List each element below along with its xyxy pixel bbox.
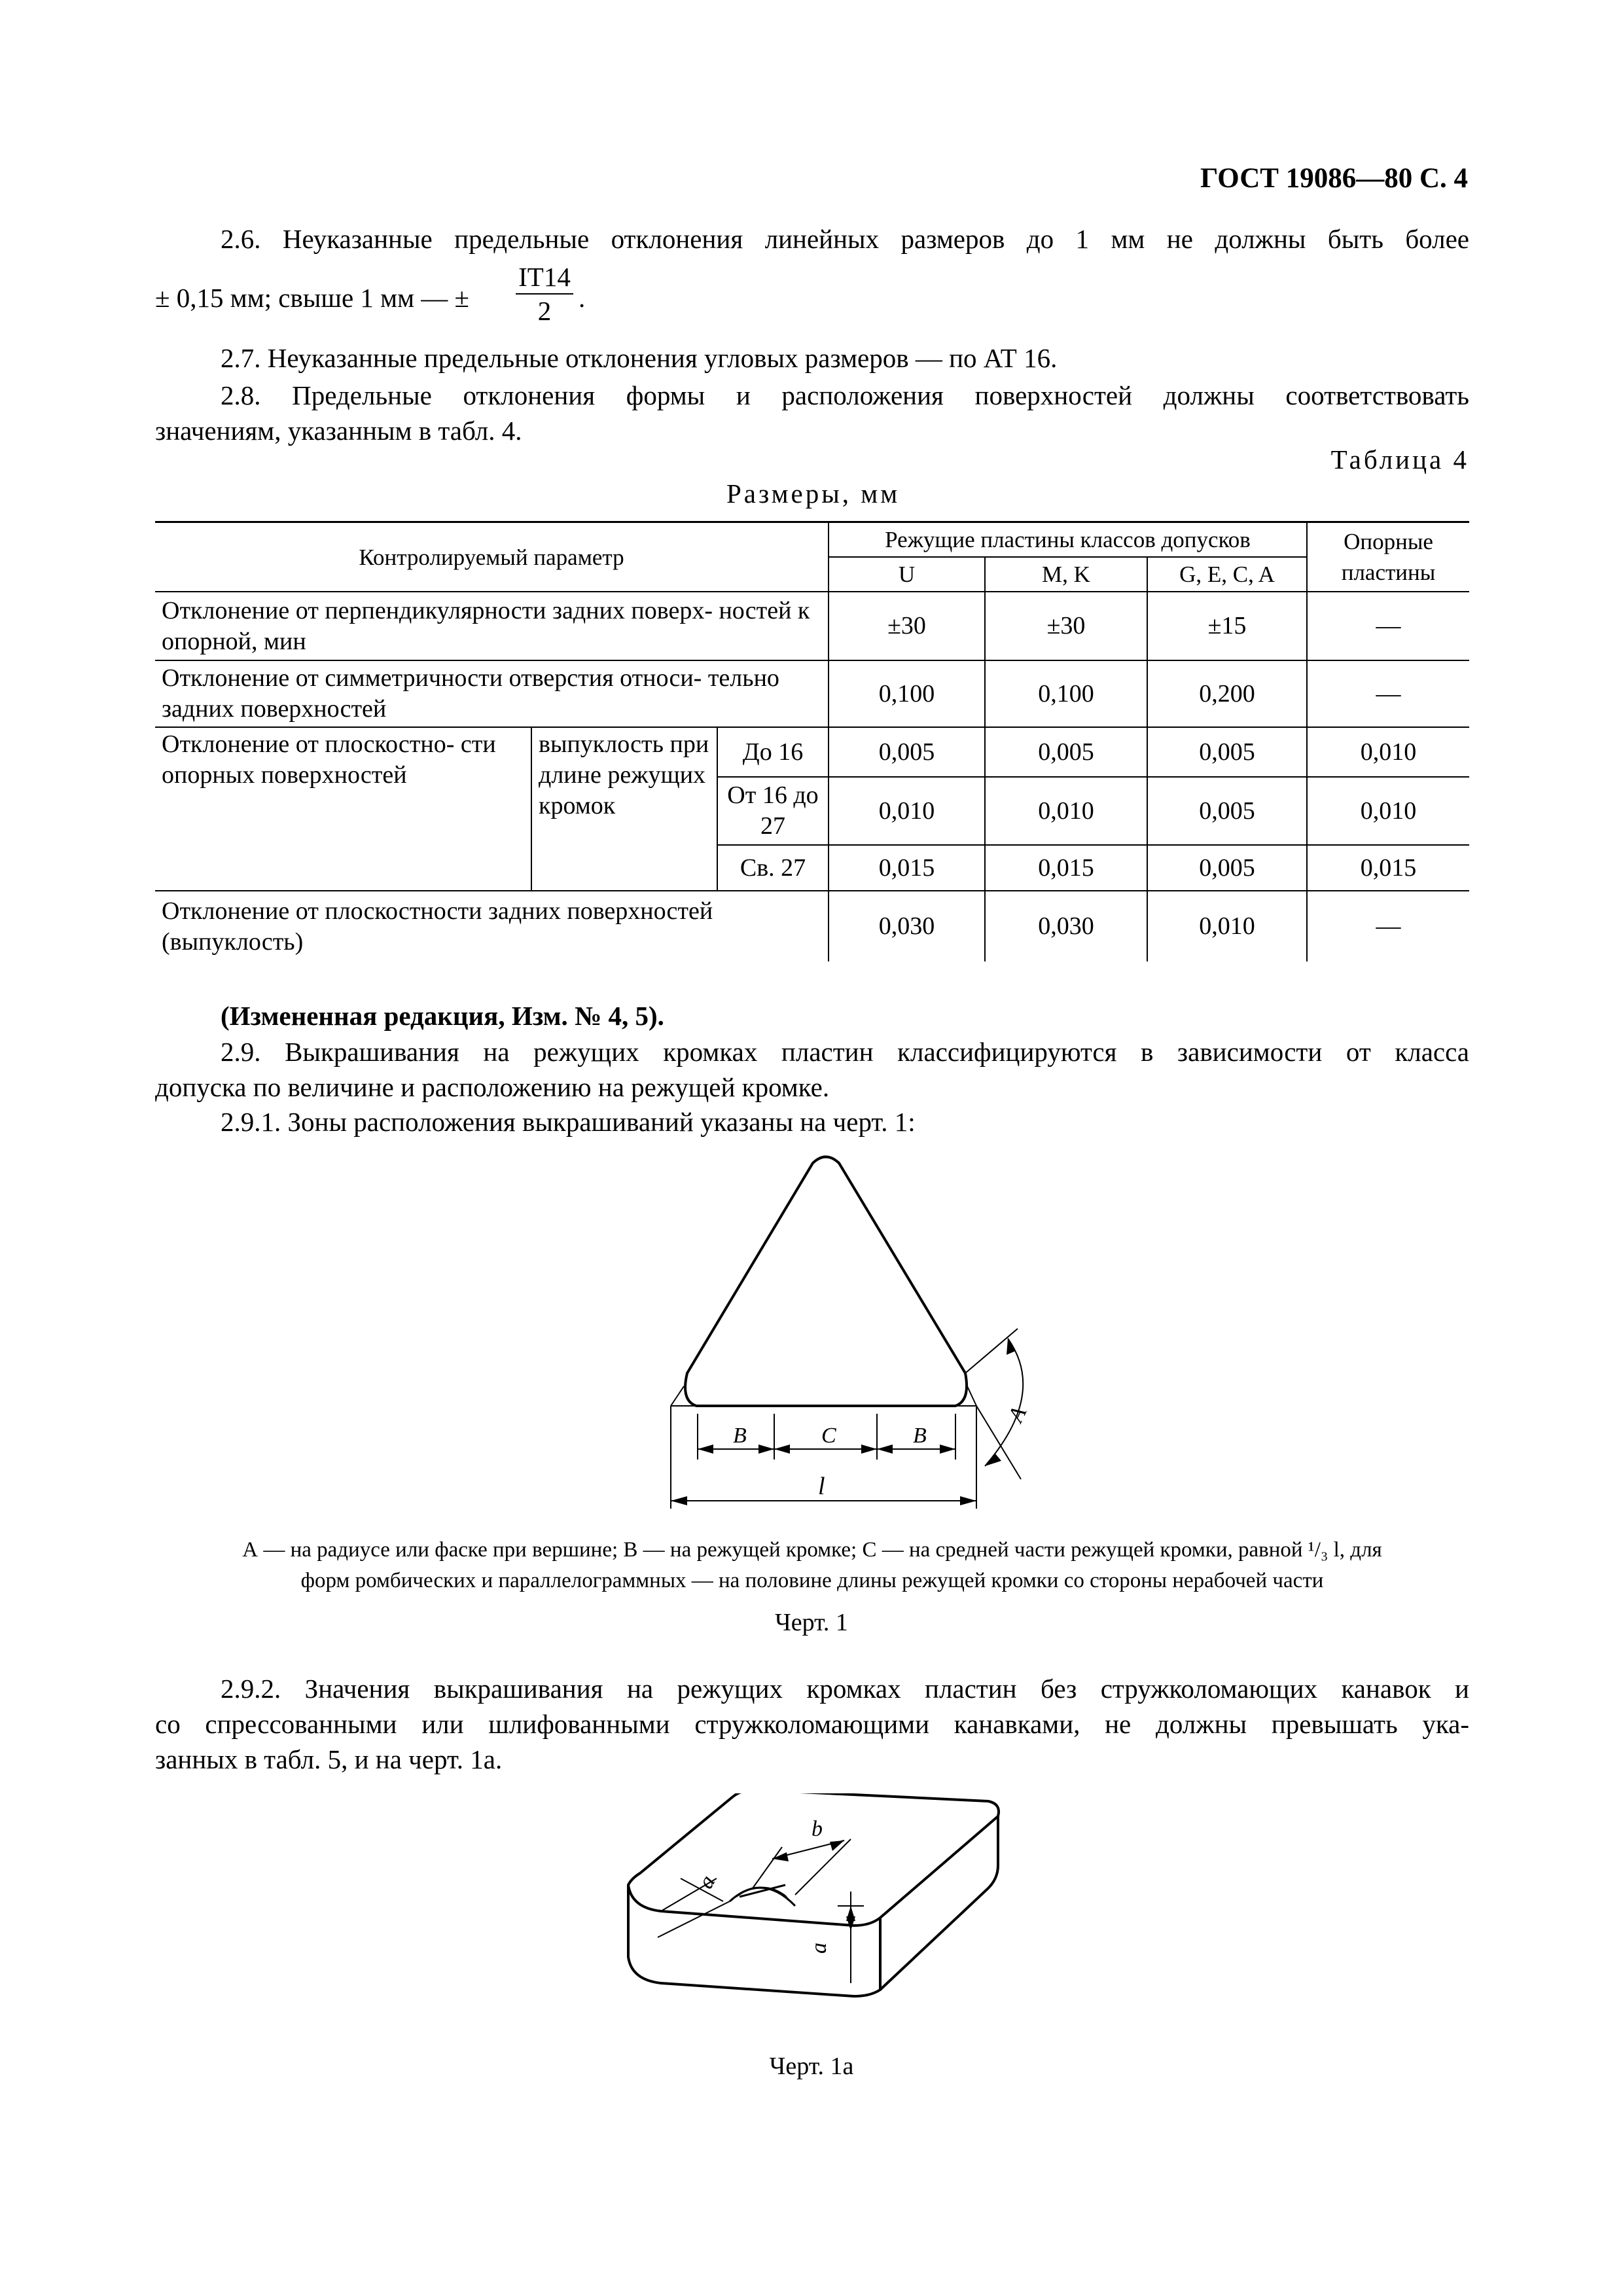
table-row [155, 891, 1469, 961]
header-cutting-plates: Режущие пластины классов допусков [829, 522, 1307, 558]
cell-mk: 0,010 [985, 777, 1147, 845]
cell-support: 0,010 [1307, 777, 1469, 845]
figure-1-caption-line1: А — на радиусе или фаске при вершине; В — на режущей кромке; С — на средней части режущей кромки, равной ¹/₃ l, для [242, 1538, 1382, 1562]
paragraph-2-8-line2: значениям, указанным в табл. 4. [155, 416, 522, 446]
header-class-geca: G, E, C, A [1147, 557, 1307, 592]
table-4-label: Таблица 4 [1330, 444, 1469, 475]
cell-mk: 0,015 [985, 845, 1147, 891]
label-c: C [821, 1424, 836, 1448]
cell-support: — [1307, 592, 1469, 660]
paragraph-2-9-2-line2: со спрессованными или шлифованными стружколомающими канавками, не должны превышать ука- [155, 1709, 1469, 1739]
row-param: Отклонение от плоскостности задних поверхностей (выпуклость) [155, 891, 829, 961]
table-4-units: Размеры, мм [726, 478, 901, 509]
cell-gec: 0,200 [1147, 660, 1307, 727]
cell-gec: 0,005 [1147, 777, 1307, 845]
figure-1a-title: Черт. 1а [769, 2053, 854, 2080]
cell-support: 0,015 [1307, 845, 1469, 891]
top-face [628, 1793, 999, 1926]
cell-gec: 0,005 [1147, 845, 1307, 891]
header-support-plates: Опорные пластины [1307, 522, 1469, 592]
fraction-suffix: . [579, 283, 586, 313]
header-class-u: U [829, 557, 985, 592]
figure-1-title: Черт. 1 [775, 1609, 848, 1636]
paragraph-2-9-line2: допуска по величине и расположению на режущей кромке. [155, 1072, 830, 1102]
cell-gec: 0,005 [1147, 727, 1307, 777]
header-param: Контролируемый параметр [155, 522, 829, 592]
cell-mk: 0,005 [985, 727, 1147, 777]
paragraph-2-6-line1: 2.6. Неуказанные предельные отклонения линейных размеров до 1 мм не должны быть более [221, 224, 1469, 254]
paragraph-2-9-1: 2.9.1. Зоны расположения выкрашиваний указаны на черт. 1: [221, 1107, 916, 1137]
row-param: Отклонение от симметричности отверстия относи- тельно задних поверхностей [155, 660, 829, 727]
paragraph-2-6-line2 [155, 280, 469, 315]
cell-u: ±30 [829, 592, 985, 660]
page-header: ГОСТ 19086—80 С. 4 [1200, 163, 1468, 194]
cell-support: — [1307, 660, 1469, 727]
table-row [155, 660, 1469, 727]
fraction-numerator: IT14 [518, 262, 571, 292]
cell-u: 0,010 [829, 777, 985, 845]
figure-1-triangle-plate [641, 1152, 1060, 1545]
cell-u: 0,015 [829, 845, 985, 891]
paragraph-2-8-line1: 2.8. Предельные отклонения формы и расположения поверхностей должны соответствовать [221, 380, 1469, 410]
cell-support: 0,010 [1307, 727, 1469, 777]
table-4 [155, 521, 1469, 961]
row-subparam: выпуклость при длине режущих кромок [531, 727, 717, 891]
cell-u: 0,030 [829, 891, 985, 961]
cell-support: — [1307, 891, 1469, 961]
cell-gec: ±15 [1147, 592, 1307, 660]
cell-mk: ±30 [985, 592, 1147, 660]
label-b-left: B [733, 1424, 747, 1448]
cell-length: От 16 до 27 [717, 777, 829, 845]
paragraph-2-9-2-line3: занных в табл. 5, и на черт. 1а. [155, 1744, 503, 1774]
cell-u: 0,100 [829, 660, 985, 727]
cell-mk: 0,030 [985, 891, 1147, 961]
tolerance-prefix: ± 0,15 мм; свыше 1 мм — ± [155, 283, 470, 313]
label-a-top: a [693, 1871, 721, 1893]
triangle-outline [685, 1157, 967, 1407]
paragraph-2-7: 2.7. Неуказанные предельные отклонения угловых размеров — по АТ 16. [221, 343, 1058, 373]
edition-note: (Измененная редакция, Изм. № 4, 5). [221, 1001, 664, 1031]
label-l: l [818, 1473, 825, 1500]
cell-mk: 0,100 [985, 660, 1147, 727]
cell-length: Св. 27 [717, 845, 829, 891]
paragraph-2-9-2-line1: 2.9.2. Значения выкрашивания на режущих кромках пластин без стружколомающих канавок и [221, 1674, 1469, 1704]
cell-gec: 0,010 [1147, 891, 1307, 961]
paragraph-2-9-line1: 2.9. Выкрашивания на режущих кромках пластин классифицируются в зависимости от класса [221, 1037, 1469, 1067]
label-a: A [1003, 1403, 1032, 1426]
table-row [155, 727, 1469, 777]
figure-1a-square-plate [615, 1793, 1021, 2042]
fraction [512, 260, 577, 327]
cell-u: 0,005 [829, 727, 985, 777]
label-b: b [812, 1817, 823, 1841]
label-a-side: a [807, 1943, 831, 1954]
header-class-mk: M, K [985, 557, 1147, 592]
figure-1-caption-line2: форм ромбических и параллелограммных — на половине длины режущей кромки со стороны нерабочей части [300, 1569, 1324, 1592]
label-b-right: B [913, 1424, 927, 1448]
fraction-denominator: 2 [516, 293, 573, 327]
cell-length: До 16 [717, 727, 829, 777]
row-param: Отклонение от перпендикулярности задних поверх- ностей к опорной, мин [155, 592, 829, 660]
row-param: Отклонение от плоскостно- сти опорных поверхностей [155, 727, 531, 891]
table-row [155, 592, 1469, 660]
